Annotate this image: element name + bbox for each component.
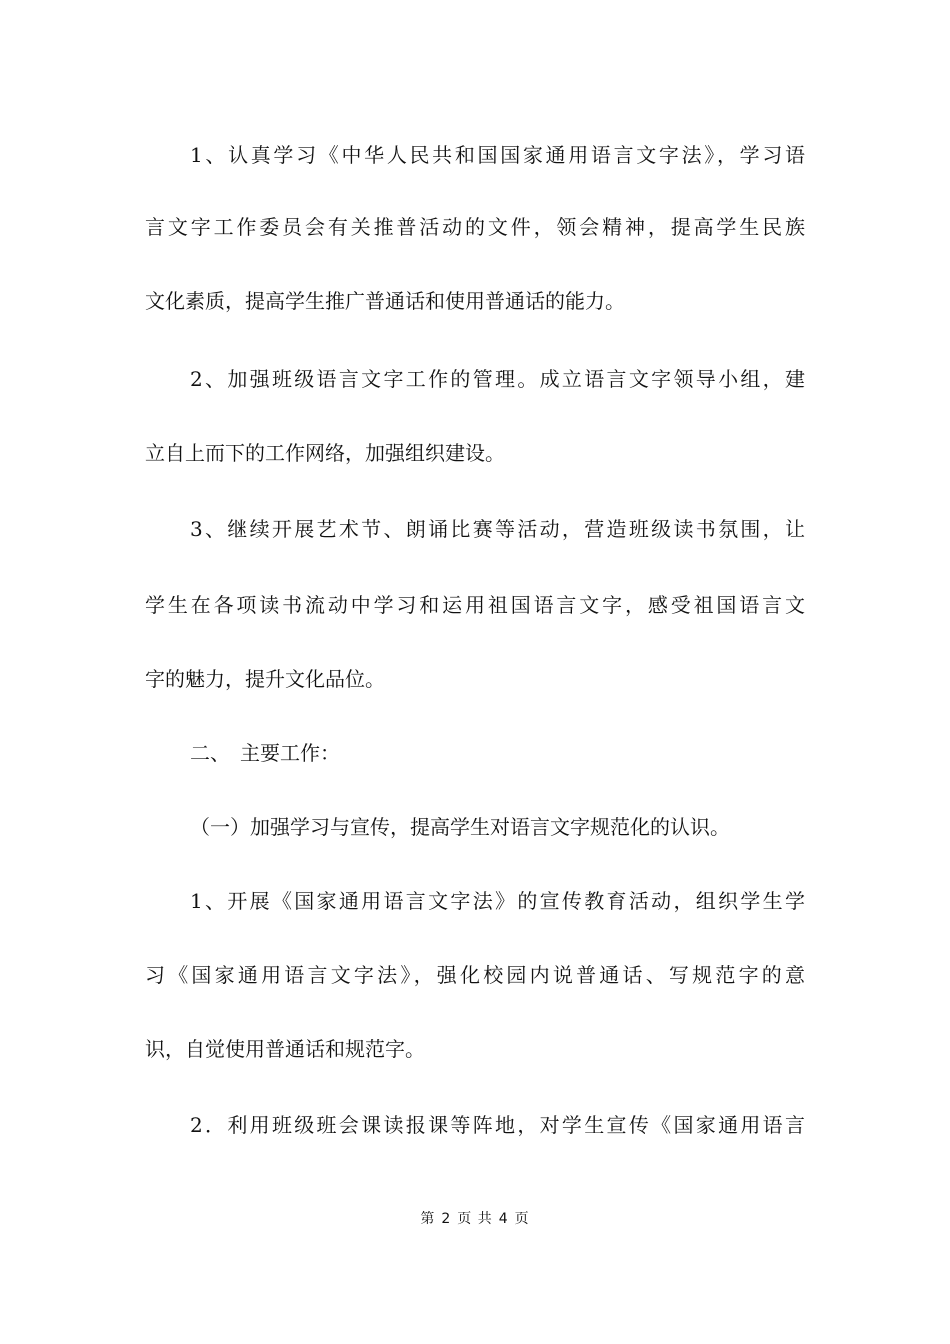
section-heading: 二、 主要工作： bbox=[190, 741, 340, 765]
footer-middle: 页 共 bbox=[457, 1211, 493, 1227]
paragraph-5-line-1: 2．利用班级班会课读报课等阵地，对学生宣传《国家通用语言 bbox=[190, 1113, 805, 1137]
paragraph-4-line-3: 识，自觉使用普通话和规范字。 bbox=[145, 1037, 425, 1061]
footer-page-number: 2 bbox=[441, 1211, 452, 1227]
paragraph-3-line-3: 字的魅力，提升文化品位。 bbox=[145, 667, 385, 691]
subsection-heading: （一）加强学习与宣传，提高学生对语言文字规范化的认识。 bbox=[190, 815, 730, 839]
footer-prefix: 第 bbox=[420, 1211, 436, 1227]
footer-total-pages: 4 bbox=[498, 1211, 509, 1227]
paragraph-1-line-1: 1、认真学习《中华人民共和国国家通用语言文字法》，学习语 bbox=[190, 143, 805, 167]
paragraph-4-line-1: 1、开展《国家通用语言文字法》的宣传教育活动，组织学生学 bbox=[190, 889, 805, 913]
paragraph-4-line-2: 习《国家通用语言文字法》，强化校园内说普通话、写规范字的意 bbox=[145, 963, 805, 987]
footer-suffix: 页 bbox=[514, 1211, 530, 1227]
paragraph-3-line-2: 学生在各项读书流动中学习和运用祖国语言文字，感受祖国语言文 bbox=[145, 593, 805, 617]
paragraph-2-line-2: 立自上而下的工作网络，加强组织建设。 bbox=[145, 441, 505, 465]
paragraph-1-line-3: 文化素质，提高学生推广普通话和使用普通话的能力。 bbox=[145, 289, 625, 313]
page-footer bbox=[0, 1208, 950, 1228]
paragraph-2-line-1: 2、加强班级语言文字工作的管理。成立语言文字领导小组，建 bbox=[190, 367, 805, 391]
paragraph-3-line-1: 3、继续开展艺术节、朗诵比赛等活动，营造班级读书氛围，让 bbox=[190, 517, 805, 541]
paragraph-1-line-2: 言文字工作委员会有关推普活动的文件，领会精神，提高学生民族 bbox=[145, 215, 805, 239]
